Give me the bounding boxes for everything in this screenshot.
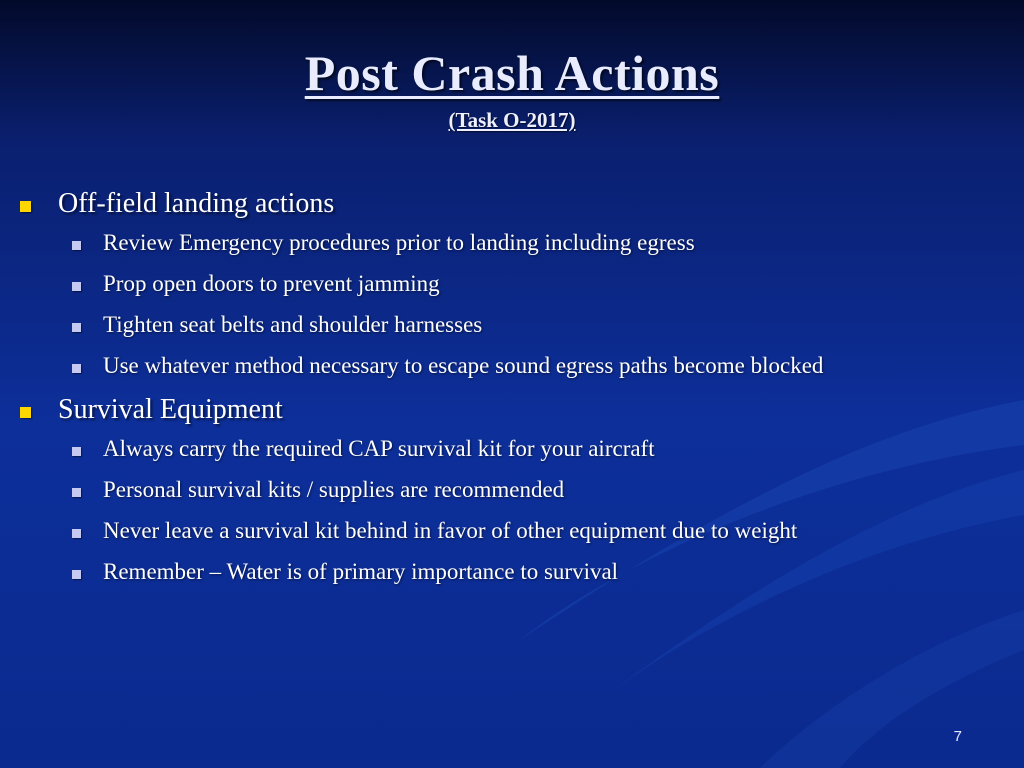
list-item-text: Remember – Water is of primary importance to survival [103, 559, 619, 584]
list-item-text: Always carry the required CAP survival kit for your aircraft [103, 436, 655, 461]
list-item [0, 434, 1024, 475]
section-heading-survival [0, 392, 1024, 434]
square-bullet-icon [72, 364, 81, 373]
list-item [0, 310, 1024, 351]
slide-subtitle: (Task O-2017) [448, 108, 576, 132]
square-bullet-icon [72, 488, 81, 497]
square-bullet-icon [72, 570, 81, 579]
square-bullet-icon [72, 282, 81, 291]
list-item-text: Tighten seat belts and shoulder harnesses [103, 312, 483, 337]
slide-title: Post Crash Actions [304, 45, 720, 101]
square-bullet-icon [72, 323, 81, 332]
list-item [0, 516, 1024, 557]
list-item-text: Use whatever method necessary to escape sound egress paths become blocked [103, 353, 824, 378]
list-item-text: Prop open doors to prevent jamming [103, 271, 440, 296]
square-bullet-icon [20, 407, 31, 418]
slide-number: 7 [953, 728, 962, 745]
list-item [0, 475, 1024, 516]
square-bullet-icon [72, 529, 81, 538]
list-item-text: Never leave a survival kit behind in favor of other equipment due to weight [103, 518, 798, 543]
list-item-text: Personal survival kits / supplies are recommended [103, 477, 565, 502]
section-heading-text: Survival Equipment [58, 394, 283, 425]
bullet-content [0, 186, 1024, 598]
list-item [0, 269, 1024, 310]
square-bullet-icon [72, 241, 81, 250]
square-bullet-icon [72, 447, 81, 456]
section-heading-off-field [0, 186, 1024, 228]
section-heading-text: Off-field landing actions [58, 188, 335, 219]
list-item [0, 228, 1024, 269]
title-area [0, 44, 1024, 133]
list-item [0, 557, 1024, 598]
list-item [0, 351, 1024, 392]
list-item-text: Review Emergency procedures prior to landing including egress [103, 230, 695, 255]
square-bullet-icon [20, 201, 31, 212]
